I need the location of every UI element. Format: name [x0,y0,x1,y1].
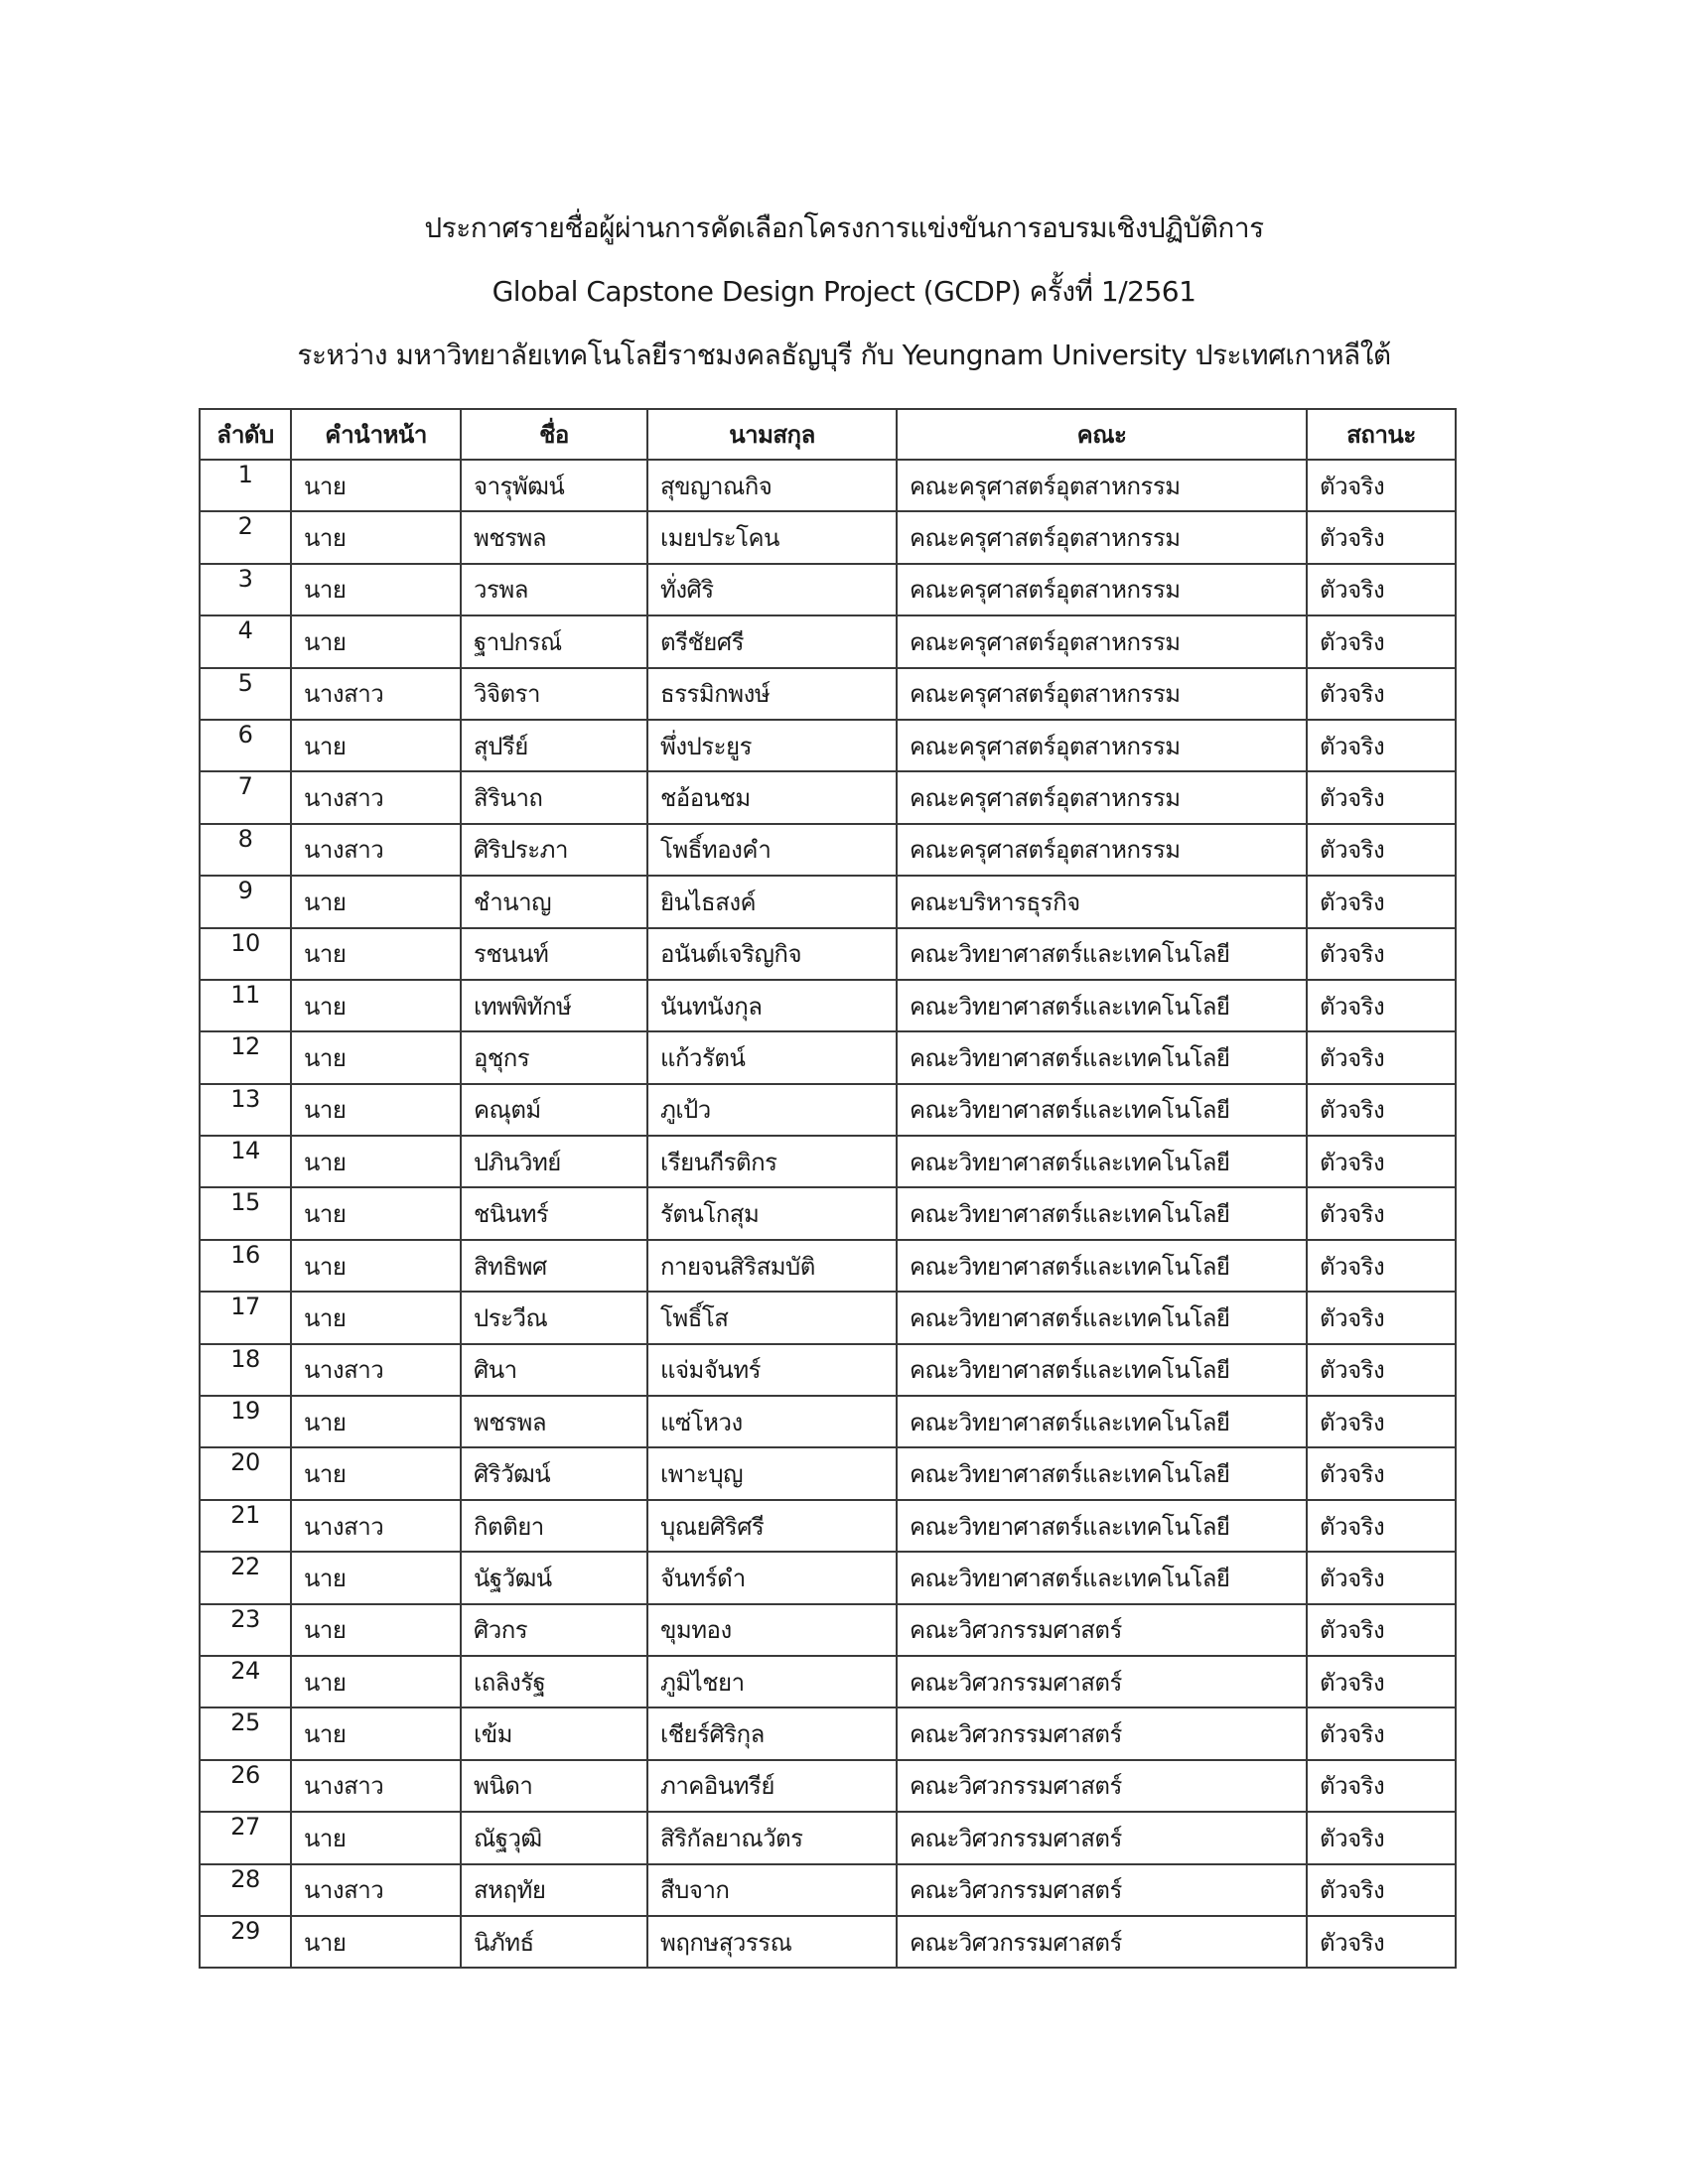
cell-status: ตัวจริง [1307,1031,1456,1083]
cell-first-name: เข้ม [461,1707,647,1759]
cell-order: 13 [200,1084,291,1136]
table-row [200,1656,1456,1707]
cell-order: 15 [200,1187,291,1239]
table-row [200,511,1456,563]
cell-order: 26 [200,1760,291,1812]
cell-prefix: นางสาว [291,1864,461,1916]
cell-order: 2 [200,511,291,563]
cell-status: ตัวจริง [1307,1396,1456,1447]
cell-status: ตัวจริง [1307,668,1456,720]
announcement-title [0,197,1688,387]
cell-prefix: นาย [291,615,461,667]
cell-order: 11 [200,980,291,1031]
cell-order: 24 [200,1656,291,1707]
table-row [200,1292,1456,1343]
cell-first-name: อุชุกร [461,1031,647,1083]
cell-faculty: คณะครุศาสตร์อุตสาหกรรม [897,460,1307,511]
table-row [200,564,1456,615]
cell-order: 17 [200,1292,291,1343]
table-row [200,980,1456,1031]
cell-status: ตัวจริง [1307,1707,1456,1759]
cell-prefix: นาย [291,1447,461,1499]
cell-surname: พึ่งประยูร [647,720,897,771]
cell-surname: ภูมิไชยา [647,1656,897,1707]
cell-faculty: คณะวิทยาศาสตร์และเทคโนโลยี [897,1084,1307,1136]
cell-faculty: คณะวิทยาศาสตร์และเทคโนโลยี [897,1396,1307,1447]
cell-status: ตัวจริง [1307,980,1456,1031]
cell-surname: ภาคอินทรีย์ [647,1760,897,1812]
cell-faculty: คณะครุศาสตร์อุตสาหกรรม [897,564,1307,615]
cell-prefix: นาย [291,460,461,511]
cell-faculty: คณะวิทยาศาสตร์และเทคโนโลยี [897,1240,1307,1292]
cell-first-name: ปภินวิทย์ [461,1136,647,1187]
cell-faculty: คณะครุศาสตร์อุตสาหกรรม [897,615,1307,667]
header-status: สถานะ [1307,409,1456,460]
table-row [200,1187,1456,1239]
cell-prefix: นาย [291,980,461,1031]
cell-order: 10 [200,928,291,980]
table-row [200,668,1456,720]
cell-order: 19 [200,1396,291,1447]
cell-status: ตัวจริง [1307,1344,1456,1396]
cell-prefix: นาย [291,1136,461,1187]
cell-faculty: คณะวิศวกรรมศาสตร์ [897,1760,1307,1812]
cell-order: 18 [200,1344,291,1396]
table-row [200,1760,1456,1812]
cell-first-name: ประวีณ [461,1292,647,1343]
cell-order: 7 [200,771,291,823]
header-surname: นามสกุล [647,409,897,460]
cell-status: ตัวจริง [1307,1240,1456,1292]
cell-prefix: นางสาว [291,1500,461,1552]
cell-faculty: คณะวิศวกรรมศาสตร์ [897,1656,1307,1707]
cell-first-name: สุปรีย์ [461,720,647,771]
cell-status: ตัวจริง [1307,1656,1456,1707]
table-row [200,876,1456,927]
cell-status: ตัวจริง [1307,928,1456,980]
cell-order: 23 [200,1604,291,1656]
cell-surname: สิริกัลยาณวัตร [647,1812,897,1863]
cell-surname: เรียนกีรติกร [647,1136,897,1187]
cell-status: ตัวจริง [1307,1500,1456,1552]
cell-status: ตัวจริง [1307,1552,1456,1603]
table-row [200,1136,1456,1187]
cell-prefix: นาย [291,1084,461,1136]
cell-faculty: คณะวิศวกรรมศาสตร์ [897,1812,1307,1863]
cell-prefix: นาย [291,1707,461,1759]
cell-first-name: จารุพัฒน์ [461,460,647,511]
cell-faculty: คณะวิทยาศาสตร์และเทคโนโลยี [897,1500,1307,1552]
cell-first-name: ศิริวัฒน์ [461,1447,647,1499]
cell-order: 22 [200,1552,291,1603]
cell-first-name: พนิดา [461,1760,647,1812]
cell-order: 16 [200,1240,291,1292]
header-first-name: ชื่อ [461,409,647,460]
cell-status: ตัวจริง [1307,511,1456,563]
cell-order: 1 [200,460,291,511]
cell-status: ตัวจริง [1307,1604,1456,1656]
table-row [200,1240,1456,1292]
cell-surname: แซ่โหวง [647,1396,897,1447]
table-row [200,1084,1456,1136]
cell-prefix: นาย [291,876,461,927]
cell-surname: ขุมทอง [647,1604,897,1656]
cell-faculty: คณะวิทยาศาสตร์และเทคโนโลยี [897,1292,1307,1343]
table-body [200,460,1456,1968]
cell-faculty: คณะวิศวกรรมศาสตร์ [897,1604,1307,1656]
cell-surname: ธรรมิกพงษ์ [647,668,897,720]
cell-status: ตัวจริง [1307,1084,1456,1136]
cell-status: ตัวจริง [1307,1864,1456,1916]
table-row [200,1031,1456,1083]
cell-prefix: นาย [291,1552,461,1603]
cell-prefix: นางสาว [291,824,461,876]
cell-surname: นันทนังกุล [647,980,897,1031]
cell-prefix: นาย [291,1240,461,1292]
cell-faculty: คณะวิทยาศาสตร์และเทคโนโลยี [897,1031,1307,1083]
cell-first-name: สหฤทัย [461,1864,647,1916]
cell-faculty: คณะวิทยาศาสตร์และเทคโนโลยี [897,928,1307,980]
cell-status: ตัวจริง [1307,876,1456,927]
cell-order: 25 [200,1707,291,1759]
cell-prefix: นาย [291,1187,461,1239]
cell-status: ตัวจริง [1307,1812,1456,1863]
cell-surname: กายจนสิริสมบัติ [647,1240,897,1292]
cell-prefix: นาย [291,564,461,615]
cell-faculty: คณะวิศวกรรมศาสตร์ [897,1864,1307,1916]
cell-status: ตัวจริง [1307,1447,1456,1499]
cell-faculty: คณะวิทยาศาสตร์และเทคโนโลยี [897,1344,1307,1396]
cell-first-name: นัฐวัฒน์ [461,1552,647,1603]
cell-order: 12 [200,1031,291,1083]
cell-faculty: คณะวิทยาศาสตร์และเทคโนโลยี [897,1447,1307,1499]
cell-surname: พฤกษสุวรรณ [647,1916,897,1968]
cell-surname: ชอ้อนชม [647,771,897,823]
cell-faculty: คณะครุศาสตร์อุตสาหกรรม [897,720,1307,771]
cell-faculty: คณะบริหารธุรกิจ [897,876,1307,927]
selected-participants-table [199,408,1457,1969]
cell-prefix: นางสาว [291,668,461,720]
cell-faculty: คณะวิศวกรรมศาสตร์ [897,1707,1307,1759]
cell-order: 9 [200,876,291,927]
cell-faculty: คณะครุศาสตร์อุตสาหกรรม [897,771,1307,823]
cell-prefix: นาย [291,1604,461,1656]
cell-first-name: พชรพล [461,511,647,563]
cell-prefix: นาย [291,1292,461,1343]
cell-first-name: รชนนท์ [461,928,647,980]
cell-first-name: ศิวกร [461,1604,647,1656]
header-order: ลำดับ [200,409,291,460]
cell-prefix: นางสาว [291,1344,461,1396]
cell-order: 4 [200,615,291,667]
header-faculty: คณะ [897,409,1307,460]
cell-first-name: เทพพิทักษ์ [461,980,647,1031]
table-row [200,928,1456,980]
cell-first-name: วิจิตรา [461,668,647,720]
cell-surname: โพธิ์โส [647,1292,897,1343]
table-row [200,615,1456,667]
cell-surname: แจ่มจันทร์ [647,1344,897,1396]
cell-order: 20 [200,1447,291,1499]
cell-first-name: ฐาปกรณ์ [461,615,647,667]
header-prefix: คำนำหน้า [291,409,461,460]
cell-surname: ตรีชัยศรี [647,615,897,667]
cell-first-name: สิทธิพศ [461,1240,647,1292]
cell-surname: ยินไธสงค์ [647,876,897,927]
title-line-3: ระหว่าง มหาวิทยาลัยเทคโนโลยีราชมงคลธัญบุรี กับ Yeungnam University ประเทศเกาหลีใต้ [297,339,1391,371]
cell-prefix: นาย [291,511,461,563]
title-line-2: Global Capstone Design Project (GCDP) ครั้งที่ 1/2561 [492,275,1196,308]
cell-status: ตัวจริง [1307,1292,1456,1343]
cell-prefix: นาย [291,1656,461,1707]
cell-prefix: นาย [291,928,461,980]
cell-surname: แก้วรัตน์ [647,1031,897,1083]
cell-first-name: เถลิงรัฐ [461,1656,647,1707]
cell-order: 5 [200,668,291,720]
cell-faculty: คณะครุศาสตร์อุตสาหกรรม [897,511,1307,563]
cell-first-name: ชนินทร์ [461,1187,647,1239]
table-row [200,1812,1456,1863]
table-row [200,1344,1456,1396]
cell-prefix: นาย [291,720,461,771]
cell-first-name: ศิริประภา [461,824,647,876]
cell-order: 21 [200,1500,291,1552]
cell-surname: สืบจาก [647,1864,897,1916]
cell-surname: เพาะบุญ [647,1447,897,1499]
cell-order: 28 [200,1864,291,1916]
cell-order: 3 [200,564,291,615]
cell-surname: จันทร์ดำ [647,1552,897,1603]
cell-first-name: กิตติยา [461,1500,647,1552]
cell-first-name: พชรพล [461,1396,647,1447]
cell-status: ตัวจริง [1307,771,1456,823]
table-row [200,1916,1456,1968]
table-row [200,771,1456,823]
table-row [200,720,1456,771]
cell-first-name: คณุตม์ [461,1084,647,1136]
cell-faculty: คณะวิทยาศาสตร์และเทคโนโลยี [897,1187,1307,1239]
cell-status: ตัวจริง [1307,1760,1456,1812]
cell-surname: ภูเป้ว [647,1084,897,1136]
cell-surname: อนันต์เจริญกิจ [647,928,897,980]
cell-surname: รัตนโกสุม [647,1187,897,1239]
cell-prefix: นาย [291,1812,461,1863]
cell-status: ตัวจริง [1307,720,1456,771]
table-row [200,1447,1456,1499]
cell-prefix: นางสาว [291,1760,461,1812]
cell-order: 14 [200,1136,291,1187]
cell-surname: ทั่งศิริ [647,564,897,615]
cell-surname: บุณยศิริศรี [647,1500,897,1552]
cell-status: ตัวจริง [1307,1136,1456,1187]
table-row [200,1500,1456,1552]
cell-prefix: นาย [291,1396,461,1447]
cell-first-name: นิภัทธ์ [461,1916,647,1968]
cell-order: 29 [200,1916,291,1968]
cell-surname: เชียร์ศิริกุล [647,1707,897,1759]
cell-status: ตัวจริง [1307,1916,1456,1968]
cell-faculty: คณะวิศวกรรมศาสตร์ [897,1916,1307,1968]
cell-status: ตัวจริง [1307,460,1456,511]
cell-first-name: ณัฐวุฒิ [461,1812,647,1863]
table-row [200,460,1456,511]
cell-surname: โพธิ์ทองคำ [647,824,897,876]
cell-faculty: คณะวิทยาศาสตร์และเทคโนโลยี [897,1136,1307,1187]
table-row [200,1604,1456,1656]
table-row [200,1396,1456,1447]
table-row [200,824,1456,876]
cell-prefix: นาย [291,1031,461,1083]
cell-first-name: วรพล [461,564,647,615]
table-row [200,1552,1456,1603]
cell-faculty: คณะวิทยาศาสตร์และเทคโนโลยี [897,980,1307,1031]
cell-prefix: นาย [291,1916,461,1968]
cell-prefix: นางสาว [291,771,461,823]
cell-surname: สุขญาณกิจ [647,460,897,511]
cell-status: ตัวจริง [1307,824,1456,876]
cell-faculty: คณะครุศาสตร์อุตสาหกรรม [897,668,1307,720]
cell-faculty: คณะวิทยาศาสตร์และเทคโนโลยี [897,1552,1307,1603]
cell-faculty: คณะครุศาสตร์อุตสาหกรรม [897,824,1307,876]
table-row [200,1864,1456,1916]
cell-surname: เมยประโคน [647,511,897,563]
cell-status: ตัวจริง [1307,1187,1456,1239]
title-line-1: ประกาศรายชื่อผู้ผ่านการคัดเลือกโครงการแข่งขันการอบรมเชิงปฏิบัติการ [424,211,1264,244]
cell-order: 27 [200,1812,291,1863]
cell-status: ตัวจริง [1307,615,1456,667]
cell-first-name: สิรินาถ [461,771,647,823]
cell-first-name: ศินา [461,1344,647,1396]
cell-first-name: ชำนาญ [461,876,647,927]
cell-order: 6 [200,720,291,771]
table-header-row [200,409,1456,460]
cell-status: ตัวจริง [1307,564,1456,615]
cell-order: 8 [200,824,291,876]
table-row [200,1707,1456,1759]
